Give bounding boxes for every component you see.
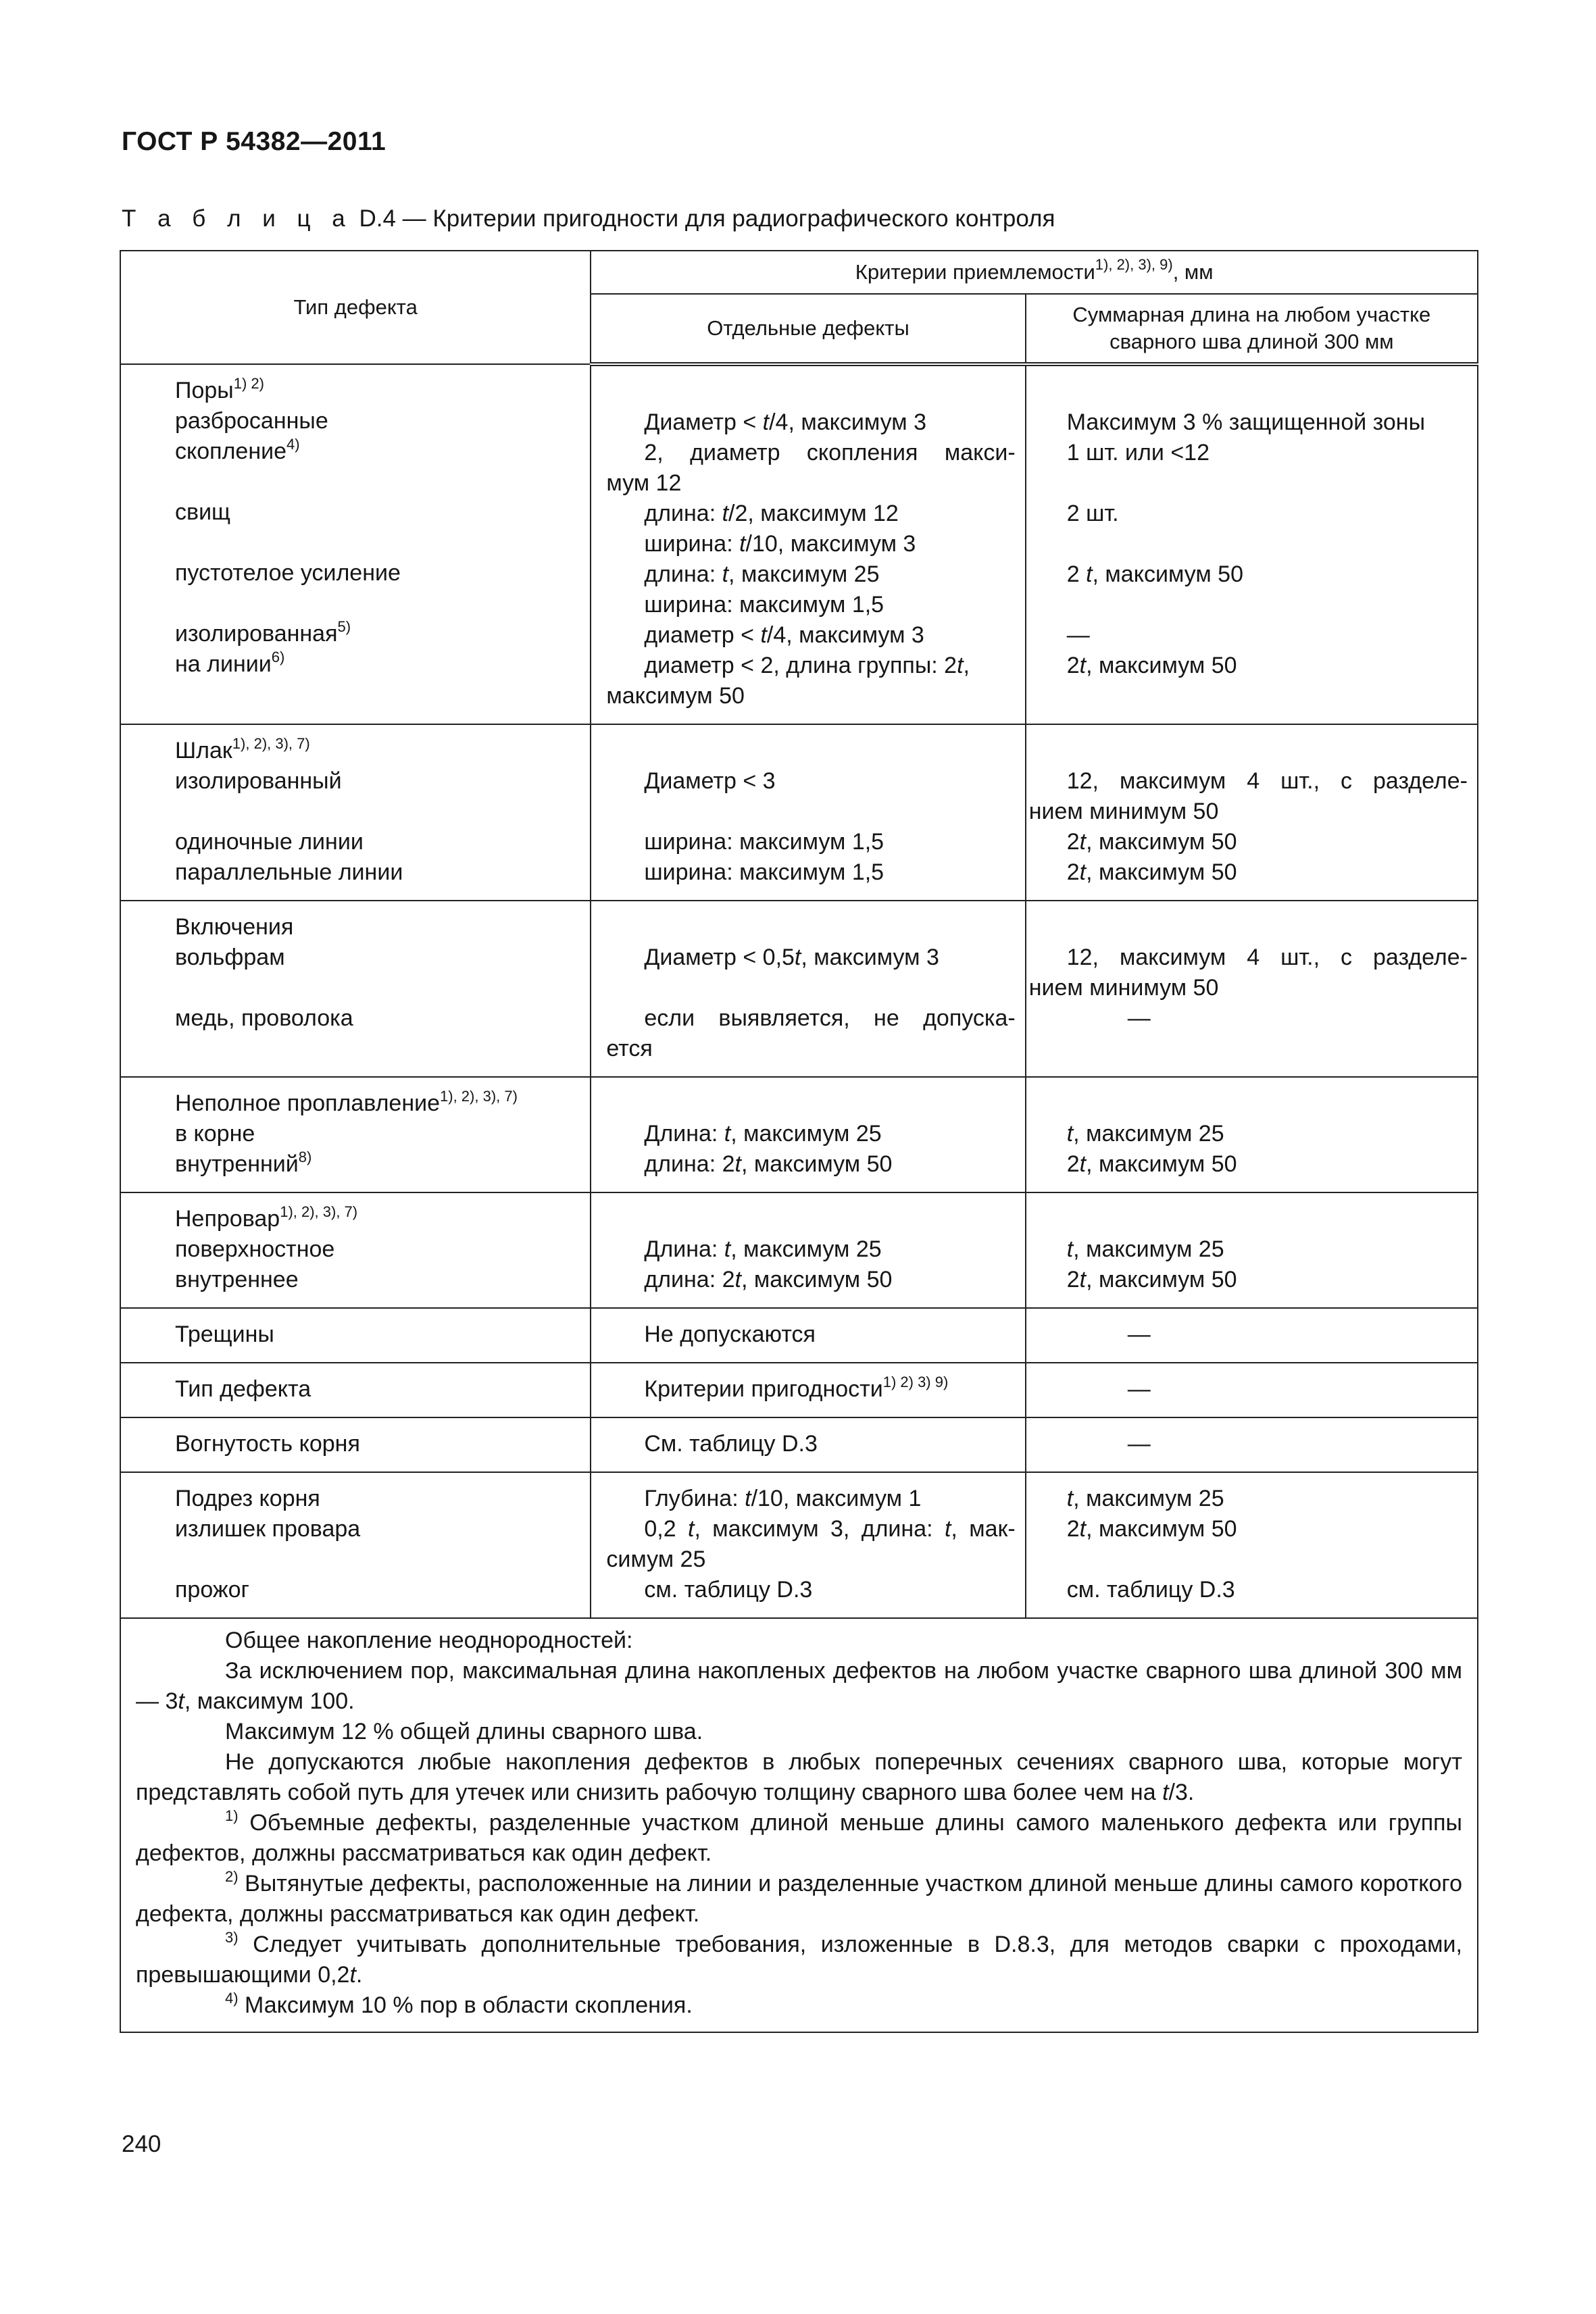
cell-text: Диаметр < 3 xyxy=(644,768,776,794)
table-cell-individual xyxy=(591,1417,1025,1472)
cell-text: диаметр < t/4, максимум 3 xyxy=(644,622,924,648)
cell-line xyxy=(1029,620,1468,651)
footnote-ref: 5) xyxy=(337,618,351,635)
cell-text: 2t, максимум 50 xyxy=(1066,1516,1237,1542)
cell-text: длина: 2t, максимум 50 xyxy=(644,1151,893,1177)
table-cell-individual xyxy=(591,1308,1025,1363)
cell-line xyxy=(1029,1575,1468,1605)
cell-line xyxy=(606,651,1015,681)
cell-text: пустотелое усиление xyxy=(175,560,401,586)
footnote xyxy=(136,1930,1462,1990)
table-cell-type xyxy=(120,1417,591,1472)
cell-text: длина: 2t, максимум 50 xyxy=(644,1267,893,1292)
cell-line xyxy=(606,1149,1015,1180)
cell-text: Не допускаются любые накопления дефектов в любых поперечных сечениях сварного шва, которые могут представлять собой путь для утечек или снизить рабочую толщину сварного шва более чем на t/3. xyxy=(136,1749,1462,1805)
footnote-ref: 1) 2) 3) 9) xyxy=(882,1374,949,1390)
cell-line xyxy=(1029,1484,1468,1514)
cell-text: Максимум 12 % общей длины сварного шва. xyxy=(225,1719,703,1744)
cell-text: — xyxy=(1127,1322,1151,1347)
table-cell-individual xyxy=(591,724,1025,901)
cell-line xyxy=(175,1003,586,1034)
cell-text: Следует учитывать дополнительные требования, изложенные в D.8.3, для методов сварки с проходами, превышающими 0,2t. xyxy=(136,1932,1462,1988)
cell-line xyxy=(1029,973,1468,1003)
cell-text: 1 шт. или <12 xyxy=(1066,440,1210,466)
table-notes xyxy=(120,1618,1478,2032)
cell-text: Вытянутые дефекты, расположенные на линии и разделенные участком длиной меньше длины самого короткого дефекта, должны рассматриваться как один дефект. xyxy=(136,1871,1462,1927)
footnote xyxy=(136,1990,1462,2021)
cell-line xyxy=(175,649,586,680)
cell-text: мум 12 xyxy=(606,470,682,496)
cell-text: Шлак xyxy=(175,738,232,763)
cell-line xyxy=(175,1204,586,1234)
footnote-ref: 1) 2) xyxy=(233,375,264,392)
table-cell-type xyxy=(120,1077,591,1192)
footnote-ref: 8) xyxy=(298,1149,312,1165)
cell-text: См. таблицу D.3 xyxy=(644,1431,818,1457)
table-cell-individual xyxy=(591,1192,1025,1308)
header-sum-length: Суммарная длина на любом участке сварного шва длиной 300 мм xyxy=(1026,294,1478,364)
cell-text: Длина: t, максимум 25 xyxy=(644,1236,882,1262)
cell-line xyxy=(175,973,586,1003)
cell-line xyxy=(1029,590,1468,620)
header-defect-type: Тип дефекта xyxy=(120,251,591,364)
cell-line xyxy=(1029,736,1468,766)
cell-line xyxy=(1029,857,1468,888)
cell-line xyxy=(175,467,586,497)
cell-line xyxy=(175,1149,586,1180)
cell-text: ширина: максимум 1,5 xyxy=(644,829,884,855)
cell-line xyxy=(1029,1149,1468,1180)
cell-line xyxy=(606,942,1015,973)
cell-line xyxy=(175,558,586,588)
table-row xyxy=(120,364,1478,724)
cell-line xyxy=(606,1484,1015,1514)
cell-line xyxy=(606,499,1015,529)
table-cell-individual xyxy=(591,1077,1025,1192)
cell-line xyxy=(1029,499,1468,529)
cell-line xyxy=(175,1088,586,1119)
cell-line xyxy=(1029,407,1468,438)
cell-text: 12, максимум 4 шт., с разделе- xyxy=(1066,768,1468,794)
cell-line xyxy=(175,406,586,436)
table-cell-sum xyxy=(1026,1077,1478,1192)
table-cell-sum xyxy=(1026,1472,1478,1618)
cell-line xyxy=(1029,1234,1468,1265)
cell-line xyxy=(1029,942,1468,973)
table-row xyxy=(120,1192,1478,1308)
cell-line xyxy=(175,497,586,528)
cell-line xyxy=(606,1429,1015,1459)
table-cell-sum xyxy=(1026,1417,1478,1472)
cell-line xyxy=(175,1119,586,1149)
cell-text: поверхностное xyxy=(175,1236,335,1262)
cell-text: Тип дефекта xyxy=(175,1376,311,1402)
cell-line xyxy=(606,1234,1015,1265)
cell-text: Критерии пригодности xyxy=(644,1376,883,1402)
cell-text: ширина: максимум 1,5 xyxy=(644,592,884,618)
footnote-ref: 4) xyxy=(286,436,300,453)
cell-line xyxy=(175,1319,586,1350)
cell-line xyxy=(606,681,1015,711)
cell-text: медь, проволока xyxy=(175,1005,353,1031)
cell-line xyxy=(1029,1265,1468,1295)
table-cell-sum xyxy=(1026,1363,1478,1417)
table-cell-type xyxy=(120,364,591,724)
footnote-ref: 1), 2), 3), 7) xyxy=(232,735,310,752)
table-row xyxy=(120,1363,1478,1417)
cell-line xyxy=(606,1088,1015,1119)
cell-text: Максимум 10 % пор в области скопления. xyxy=(238,1992,693,2018)
table-cell-sum xyxy=(1026,1192,1478,1308)
cell-text: см. таблицу D.3 xyxy=(644,1577,813,1603)
cell-text: 2 шт. xyxy=(1066,501,1119,526)
footnote-ref: 1), 2), 3), 7) xyxy=(280,1203,358,1220)
cell-line xyxy=(175,736,586,766)
cell-line xyxy=(1029,797,1468,827)
cell-text: t, максимум 25 xyxy=(1066,1121,1224,1147)
footnote xyxy=(136,1808,1462,1869)
cell-line xyxy=(175,1265,586,1295)
criteria-table-body xyxy=(120,364,1478,1618)
table-cell-individual xyxy=(591,901,1025,1077)
table-row xyxy=(120,724,1478,901)
cell-text: излишек провара xyxy=(175,1516,361,1542)
cell-line xyxy=(606,438,1015,468)
table-cell-individual xyxy=(591,1472,1025,1618)
cell-line xyxy=(606,1544,1015,1575)
cell-text: 2, диаметр скопления макси- xyxy=(644,440,1016,466)
cell-text: в корне xyxy=(175,1121,255,1147)
cell-line xyxy=(175,1374,586,1405)
cell-text: нием минимум 50 xyxy=(1028,975,1219,1001)
cell-line xyxy=(1029,1544,1468,1575)
cell-text: 2 t, максимум 50 xyxy=(1066,561,1243,587)
footnote-number: 3) xyxy=(225,1929,239,1946)
cell-text: см. таблицу D.3 xyxy=(1066,1577,1235,1603)
cell-text: Общее накопление неоднородностей: xyxy=(225,1628,633,1653)
cell-text: длина: t/2, максимум 12 xyxy=(644,501,899,526)
cell-text: симум 25 xyxy=(606,1546,706,1572)
table-cell-sum xyxy=(1026,364,1478,724)
cell-text: Диаметр < 0,5t, максимум 3 xyxy=(644,945,939,970)
cell-text: — xyxy=(1127,1431,1151,1457)
cell-text: нием минимум 50 xyxy=(1028,799,1219,824)
footnote-number: 4) xyxy=(225,1990,239,2007)
cell-line xyxy=(175,1544,586,1575)
header-criteria-text: Критерии приемлемости xyxy=(855,260,1095,284)
cell-line xyxy=(175,619,586,649)
cell-line xyxy=(606,1034,1015,1064)
cell-line xyxy=(606,620,1015,651)
cell-text: изолированный xyxy=(175,768,342,794)
cell-line xyxy=(606,973,1015,1003)
cell-line xyxy=(606,827,1015,857)
table-cell-sum xyxy=(1026,1308,1478,1363)
cell-line xyxy=(606,857,1015,888)
header-individual-defects: Отдельные дефекты xyxy=(591,294,1025,364)
table-cell-type xyxy=(120,724,591,901)
cell-text: прожог xyxy=(175,1577,249,1603)
cell-text: Подрез корня xyxy=(175,1486,320,1511)
footnote-ref: 1), 2), 3), 7) xyxy=(440,1088,518,1105)
table-row xyxy=(120,1077,1478,1192)
cell-text: Вогнутость корня xyxy=(175,1431,360,1457)
cell-text: ется xyxy=(606,1036,653,1061)
cell-text: 2t, максимум 50 xyxy=(1066,859,1237,885)
cell-text: Диаметр < t/4, максимум 3 xyxy=(644,409,926,435)
cell-text: 2t, максимум 50 xyxy=(1066,1267,1237,1292)
cell-line xyxy=(1029,468,1468,499)
cell-line xyxy=(175,1514,586,1544)
cell-line xyxy=(1029,438,1468,468)
cell-text: изолированная xyxy=(175,621,338,647)
table-cell-type xyxy=(120,1363,591,1417)
cell-text: 0,2 t, максимум 3, длина: t, мак- xyxy=(644,1516,1016,1542)
cell-line xyxy=(175,827,586,857)
table-label: Т а б л и ц а xyxy=(122,205,353,232)
criteria-table xyxy=(120,250,1478,2033)
cell-line xyxy=(175,436,586,467)
cell-text: Поры xyxy=(175,378,234,403)
note-paragraph xyxy=(136,1717,1462,1747)
cell-line xyxy=(175,588,586,619)
cell-text: Длина: t, максимум 25 xyxy=(644,1121,882,1147)
table-cell-sum xyxy=(1026,724,1478,901)
cell-line xyxy=(175,1234,586,1265)
footnote xyxy=(136,1869,1462,1930)
cell-line xyxy=(1029,1429,1468,1459)
table-cell-type xyxy=(120,1308,591,1363)
cell-text: Включения xyxy=(175,914,294,940)
cell-line xyxy=(1029,559,1468,590)
cell-line xyxy=(175,1429,586,1459)
cell-line xyxy=(606,797,1015,827)
table-row xyxy=(120,1472,1478,1618)
table-cell-sum xyxy=(1026,901,1478,1077)
cell-text: 2t, максимум 50 xyxy=(1066,1151,1237,1177)
cell-text: внутреннее xyxy=(175,1267,299,1292)
cell-text: длина: t, максимум 25 xyxy=(644,561,880,587)
cell-line xyxy=(175,528,586,558)
cell-text: t, максимум 25 xyxy=(1066,1486,1224,1511)
cell-line xyxy=(606,590,1015,620)
cell-text: на линии xyxy=(175,651,272,677)
cell-line xyxy=(606,377,1015,407)
table-cell-type xyxy=(120,1192,591,1308)
cell-line xyxy=(606,1204,1015,1234)
footnote-ref: 6) xyxy=(271,649,285,665)
note-paragraph xyxy=(136,1626,1462,1656)
cell-text: ширина: t/10, максимум 3 xyxy=(644,531,916,557)
cell-line xyxy=(606,912,1015,942)
cell-text: скопление xyxy=(175,438,287,464)
cell-line xyxy=(1029,1119,1468,1149)
cell-line xyxy=(1029,651,1468,681)
cell-line xyxy=(606,1119,1015,1149)
footnote-number: 2) xyxy=(225,1868,239,1885)
cell-text: диаметр < 2, длина группы: 2t, xyxy=(644,653,970,678)
cell-line xyxy=(606,559,1015,590)
cell-line xyxy=(1029,1204,1468,1234)
cell-text: За исключением пор, максимальная длина накопленых дефектов на любом участке сварного шва длиной 300 мм — 3t, максимум 100. xyxy=(136,1658,1462,1714)
cell-line xyxy=(606,1514,1015,1544)
cell-text: Неполное проплавление xyxy=(175,1090,441,1116)
cell-line xyxy=(175,912,586,942)
cell-line xyxy=(175,1484,586,1514)
table-cell-type xyxy=(120,1472,591,1618)
table-row xyxy=(120,1308,1478,1363)
cell-line xyxy=(175,766,586,797)
cell-line xyxy=(175,942,586,973)
cell-text: Трещины xyxy=(175,1322,274,1347)
cell-line xyxy=(175,797,586,827)
document-code: ГОСТ Р 54382—2011 xyxy=(122,127,386,156)
cell-line xyxy=(606,468,1015,499)
header-criteria-unit: , мм xyxy=(1172,260,1214,284)
cell-line xyxy=(606,1265,1015,1295)
cell-text: Не допускаются xyxy=(644,1322,816,1347)
cell-text: если выявляется, не допуска- xyxy=(644,1005,1016,1031)
cell-line xyxy=(175,1575,586,1605)
note-paragraph xyxy=(136,1747,1462,1808)
cell-line xyxy=(1029,827,1468,857)
cell-line xyxy=(606,1319,1015,1350)
cell-line xyxy=(175,376,586,406)
cell-text: — xyxy=(1127,1376,1151,1402)
table-cell-individual xyxy=(591,364,1025,724)
cell-text: вольфрам xyxy=(175,945,285,970)
cell-text: t, максимум 25 xyxy=(1066,1236,1224,1262)
table-title xyxy=(122,205,1055,232)
cell-line xyxy=(606,1374,1015,1405)
cell-line xyxy=(1029,912,1468,942)
cell-text: — xyxy=(1066,622,1090,648)
cell-text: свищ xyxy=(175,499,231,525)
cell-text: Глубина: t/10, максимум 1 xyxy=(644,1486,922,1511)
note-paragraph xyxy=(136,1656,1462,1717)
table-row xyxy=(120,1417,1478,1472)
cell-line xyxy=(1029,377,1468,407)
cell-text: одиночные линии xyxy=(175,829,364,855)
footnote-number: 1) xyxy=(225,1807,239,1824)
table-cell-type xyxy=(120,901,591,1077)
cell-line xyxy=(1029,529,1468,559)
cell-text: разбросанные xyxy=(175,408,328,434)
cell-text: Непровар xyxy=(175,1206,280,1232)
cell-line xyxy=(606,766,1015,797)
cell-line xyxy=(1029,1374,1468,1405)
cell-line xyxy=(1029,1514,1468,1544)
cell-line xyxy=(606,407,1015,438)
cell-line xyxy=(606,1575,1015,1605)
cell-line xyxy=(175,857,586,888)
cell-text: 2t, максимум 50 xyxy=(1066,829,1237,855)
cell-line xyxy=(606,529,1015,559)
cell-line xyxy=(1029,1088,1468,1119)
table-caption: D.4 — Критерии пригодности для радиографического контроля xyxy=(359,205,1055,232)
cell-text: параллельные линии xyxy=(175,859,403,885)
cell-line xyxy=(1029,1319,1468,1350)
cell-line xyxy=(1029,1003,1468,1034)
cell-text: 2t, максимум 50 xyxy=(1066,653,1237,678)
cell-text: максимум 50 xyxy=(606,683,745,709)
cell-line xyxy=(1029,766,1468,797)
table-row xyxy=(120,901,1478,1077)
cell-text: Объемные дефекты, разделенные участком длиной меньше длины самого маленького дефекта или группы дефектов, должны рассматриваться как один дефект. xyxy=(136,1810,1462,1866)
header-criteria-sup: 1), 2), 3), 9) xyxy=(1095,256,1173,273)
table-cell-individual xyxy=(591,1363,1025,1417)
cell-line xyxy=(606,1003,1015,1034)
cell-text: внутренний xyxy=(175,1151,299,1177)
cell-line xyxy=(606,736,1015,766)
cell-text: ширина: максимум 1,5 xyxy=(644,859,884,885)
cell-text: 12, максимум 4 шт., с разделе- xyxy=(1066,945,1468,970)
page-number: 240 xyxy=(122,2131,161,2157)
cell-text: — xyxy=(1127,1005,1151,1031)
cell-text: Максимум 3 % защищенной зоны xyxy=(1066,409,1426,435)
header-acceptance-criteria xyxy=(591,251,1478,294)
